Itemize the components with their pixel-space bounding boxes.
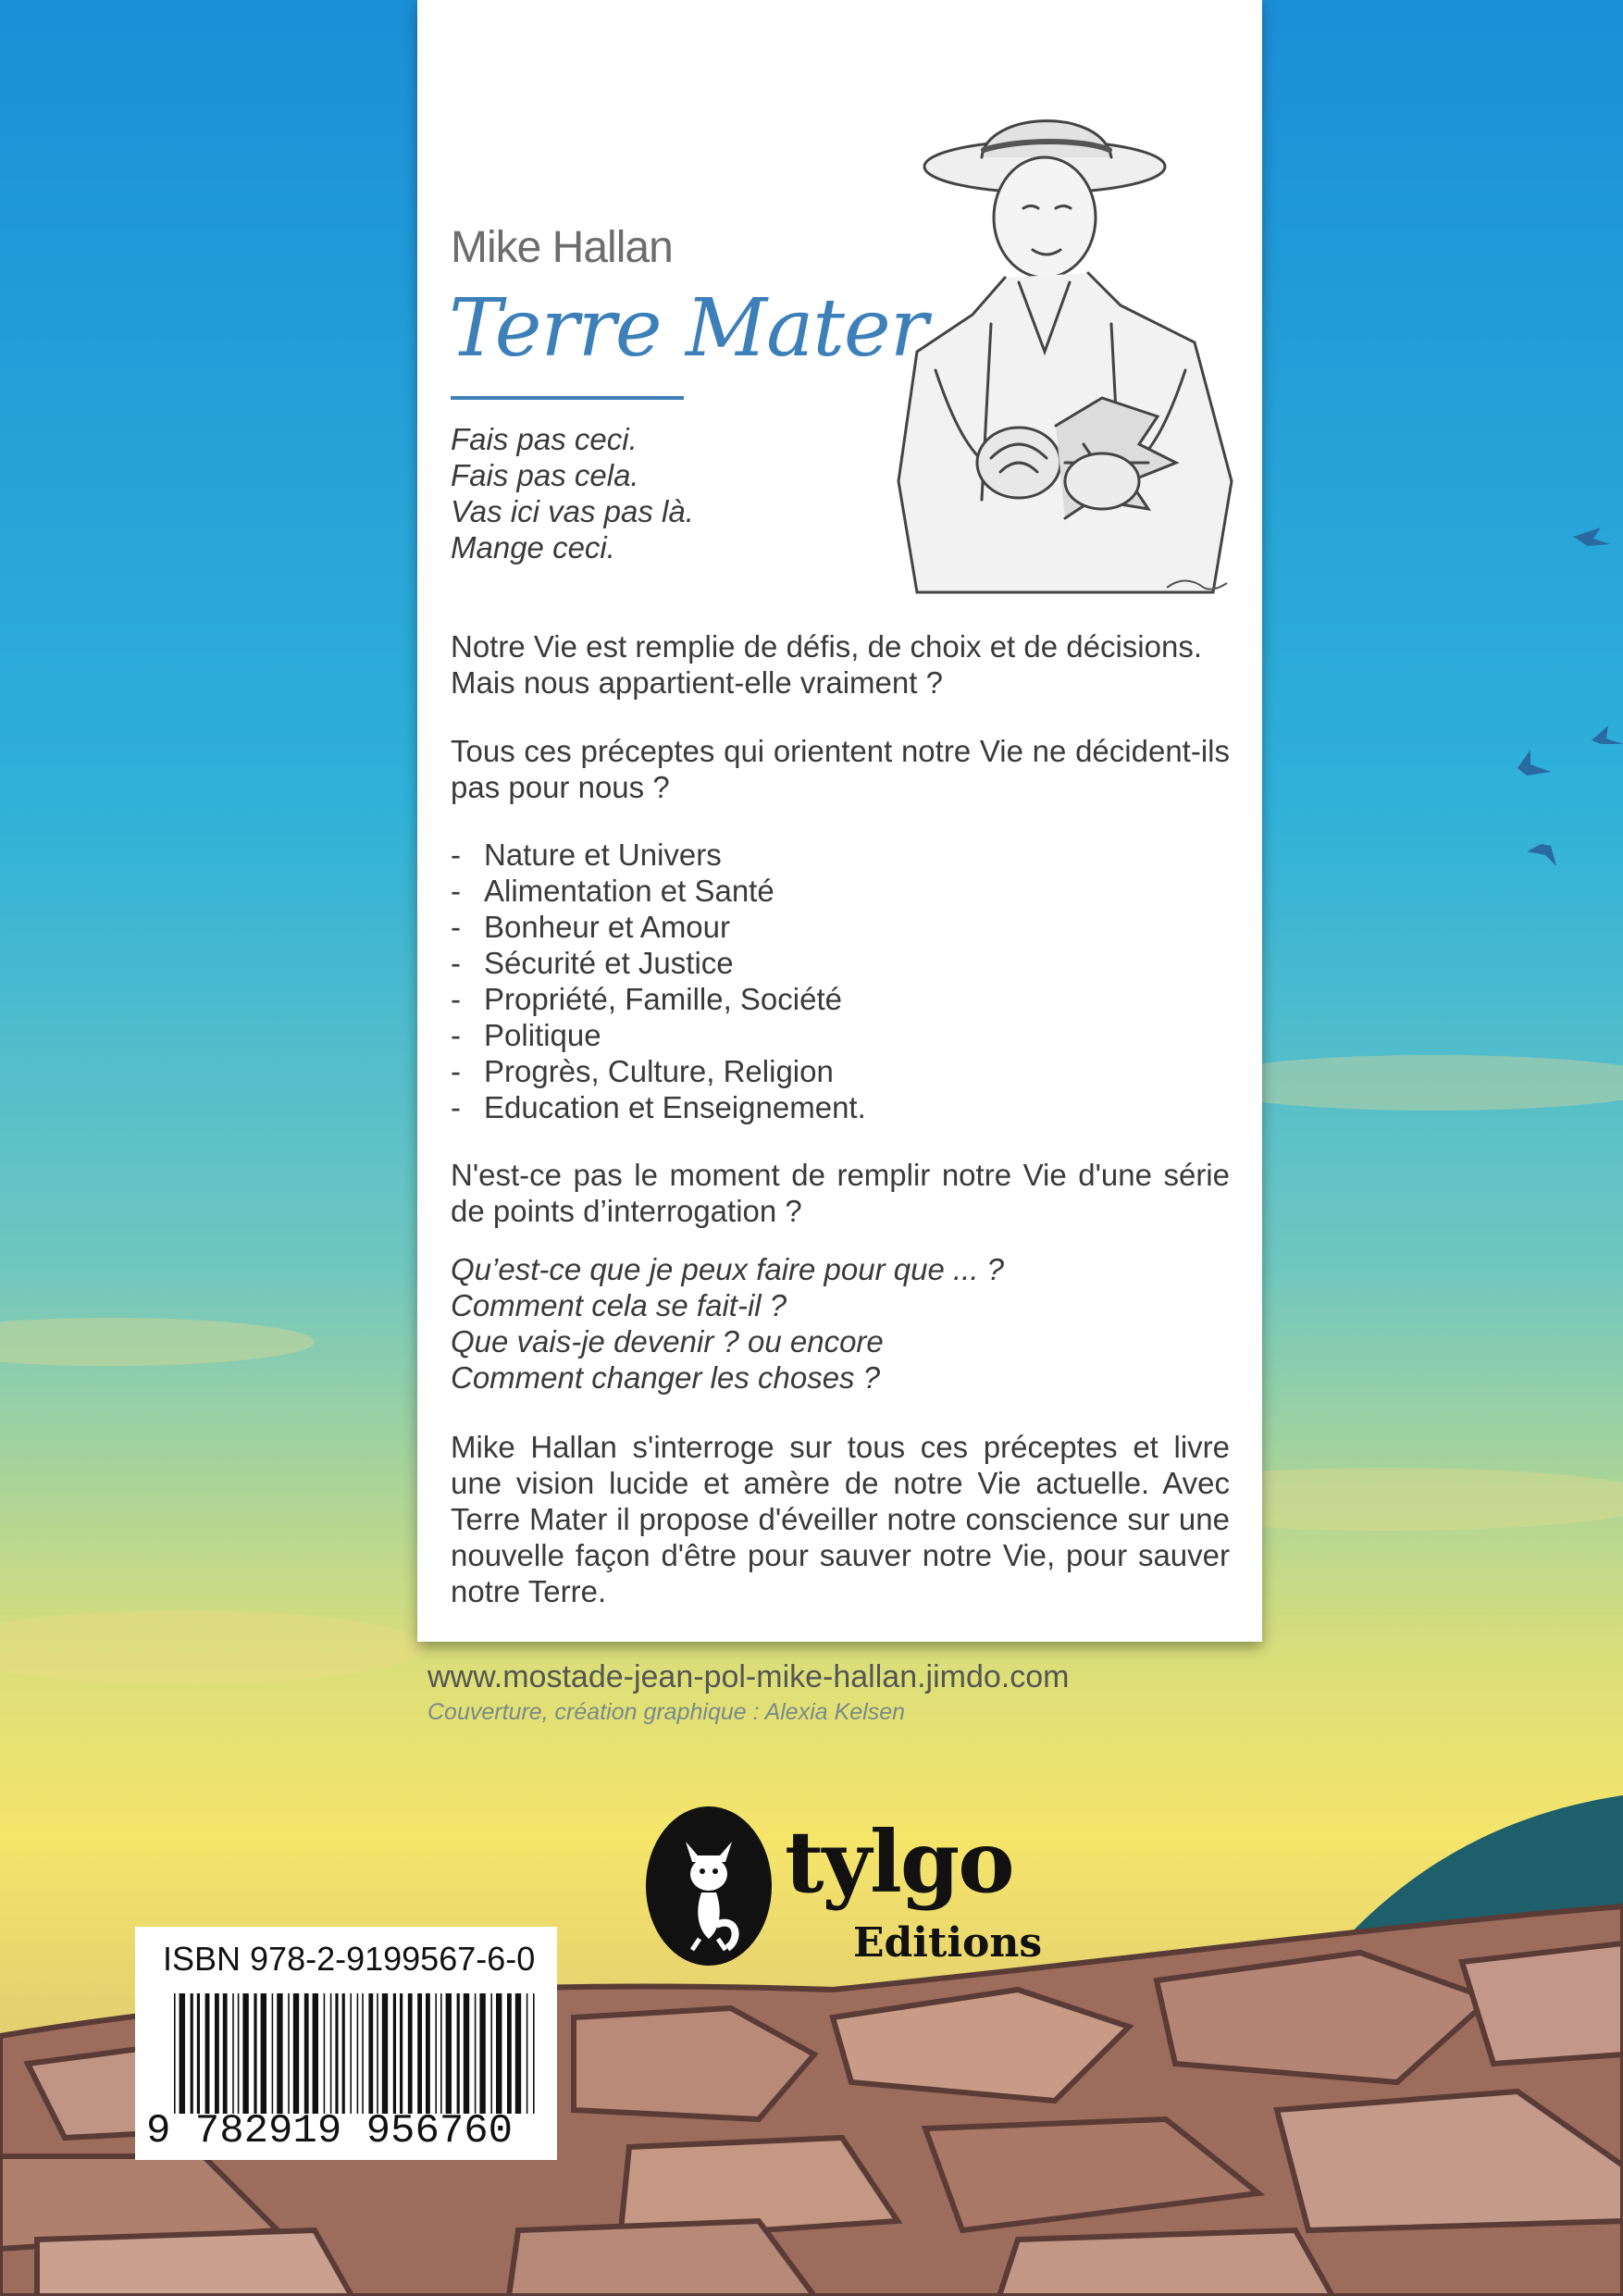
barcode-bar <box>205 1993 210 2114</box>
list-item: - Alimentation et Santé <box>451 874 774 908</box>
barcode-bar <box>232 1993 234 2114</box>
barcode-bar <box>324 1993 326 2114</box>
paragraph-1: Notre Vie est remplie de défis, de choix et de décisions. Mais nous appartient-elle vraiment ? <box>451 629 1202 700</box>
barcode-bar <box>254 1993 256 2114</box>
barcode-bar <box>215 1993 219 2114</box>
barcode-bar <box>515 1993 521 2114</box>
barcode-bar <box>377 1993 378 2114</box>
barcode-bar <box>479 1993 485 2114</box>
barcode-bar <box>464 1993 469 2114</box>
barcode-bar <box>261 1993 266 2114</box>
intro-line: Mange ceci. <box>451 530 615 565</box>
barcode-bar <box>440 1993 442 2114</box>
isbn-barcode-box <box>135 1927 557 2160</box>
barcode-bar <box>533 1993 535 2114</box>
barcode <box>172 1993 539 2114</box>
question-line: Qu’est-ce que je peux faire pour que ... ? <box>451 1252 1005 1286</box>
barcode-bar <box>475 1993 477 2114</box>
paragraph-4: Mike Hallan s'interroge sur tous ces préceptes et livre une vision lucide et amère de notre Vie actuelle. Avec Terre Mater il propose d'éveiller notre conscience sur une nouvelle façon d'être pour sauver notre Vie, pour sauver notre Terre. <box>451 1430 1230 1608</box>
barcode-bar <box>490 1993 492 2114</box>
list-item: - Propriété, Famille, Société <box>451 982 842 1016</box>
back-cover-panel <box>417 0 1262 1642</box>
barcode-bar <box>197 1993 200 2114</box>
barcode-bar <box>507 1993 512 2114</box>
barcode-bar <box>426 1993 430 2114</box>
question-lines <box>451 1251 1230 1396</box>
barcode-bar <box>457 1993 460 2114</box>
list-item: - Education et Enseignement. <box>451 1090 866 1124</box>
paragraph-3: N'est-ce pas le moment de remplir notre Vie d'une série de points d’interrogation ? <box>451 1158 1230 1228</box>
list-item: - Bonheur et Amour <box>451 910 730 944</box>
isbn-label: ISBN 978-2-9199567-6-0 <box>163 1940 536 1978</box>
barcode-bar <box>238 1993 240 2114</box>
barcode-bar <box>180 1993 185 2114</box>
barcode-bar <box>174 1993 176 2114</box>
list-item: - Progrès, Culture, Religion <box>451 1054 834 1088</box>
barcode-bar <box>408 1993 413 2114</box>
author-name: Mike Hallan <box>451 223 673 272</box>
barcode-bar <box>304 1993 309 2114</box>
barcode-bar <box>496 1993 502 2114</box>
barcode-bar <box>393 1993 396 2114</box>
publisher-name: tylgo <box>785 1812 1013 1912</box>
barcode-bar <box>435 1993 437 2114</box>
barcode-bar <box>191 1993 193 2114</box>
title-underline <box>451 396 684 400</box>
barcode-bar <box>335 1993 338 2114</box>
barcode-bar <box>277 1993 282 2114</box>
barcode-bar <box>293 1993 299 2114</box>
barcode-bar <box>382 1993 388 2114</box>
barcode-bar <box>330 1993 332 2114</box>
question-line: Comment cela se fait-il ? <box>451 1288 787 1322</box>
cover-credit: Couverture, création graphique : Alexia Kelsen <box>427 1699 906 1725</box>
barcode-bar <box>272 1993 274 2114</box>
intro-line: Fais pas ceci. <box>451 422 638 456</box>
book-title: Terre Mater <box>449 282 927 375</box>
author-website-link[interactable]: www.mostade-jean-pol-mike-hallan.jimdo.com <box>427 1659 1070 1694</box>
intro-line: Fais pas cela. <box>451 458 639 492</box>
precepts-list <box>451 837 1230 1125</box>
barcode-bar <box>223 1993 228 2114</box>
barcode-bar <box>242 1993 248 2114</box>
publisher-subtitle: Editions <box>853 1919 1043 1967</box>
barcode-bar <box>357 1993 359 2114</box>
list-item: - Politique <box>451 1018 601 1052</box>
question-line: Comment changer les choses ? <box>451 1360 881 1395</box>
barcode-bar <box>446 1993 452 2114</box>
list-item: - Sécurité et Justice <box>451 946 734 980</box>
intro-lines <box>451 421 1230 565</box>
intro-line: Vas ici vas pas là. <box>451 494 694 528</box>
list-item: - Nature et Univers <box>451 838 722 872</box>
paragraph-2: Tous ces préceptes qui orientent notre Vie ne décident-ils pas pour nous ? <box>451 734 1230 804</box>
fox-logo-icon <box>644 1805 774 1967</box>
barcode-bar <box>400 1993 403 2114</box>
barcode-bar <box>288 1993 290 2114</box>
barcode-bar <box>368 1993 373 2114</box>
barcode-bar <box>417 1993 422 2114</box>
barcode-bar <box>342 1993 345 2114</box>
barcode-bar <box>350 1993 352 2114</box>
barcode-bar <box>527 1993 528 2114</box>
isbn-digits: 9 782919 956760 <box>146 2108 514 2154</box>
barcode-bar <box>362 1993 364 2114</box>
barcode-bar <box>313 1993 318 2114</box>
question-line: Que vais-je devenir ? ou encore <box>451 1324 884 1359</box>
